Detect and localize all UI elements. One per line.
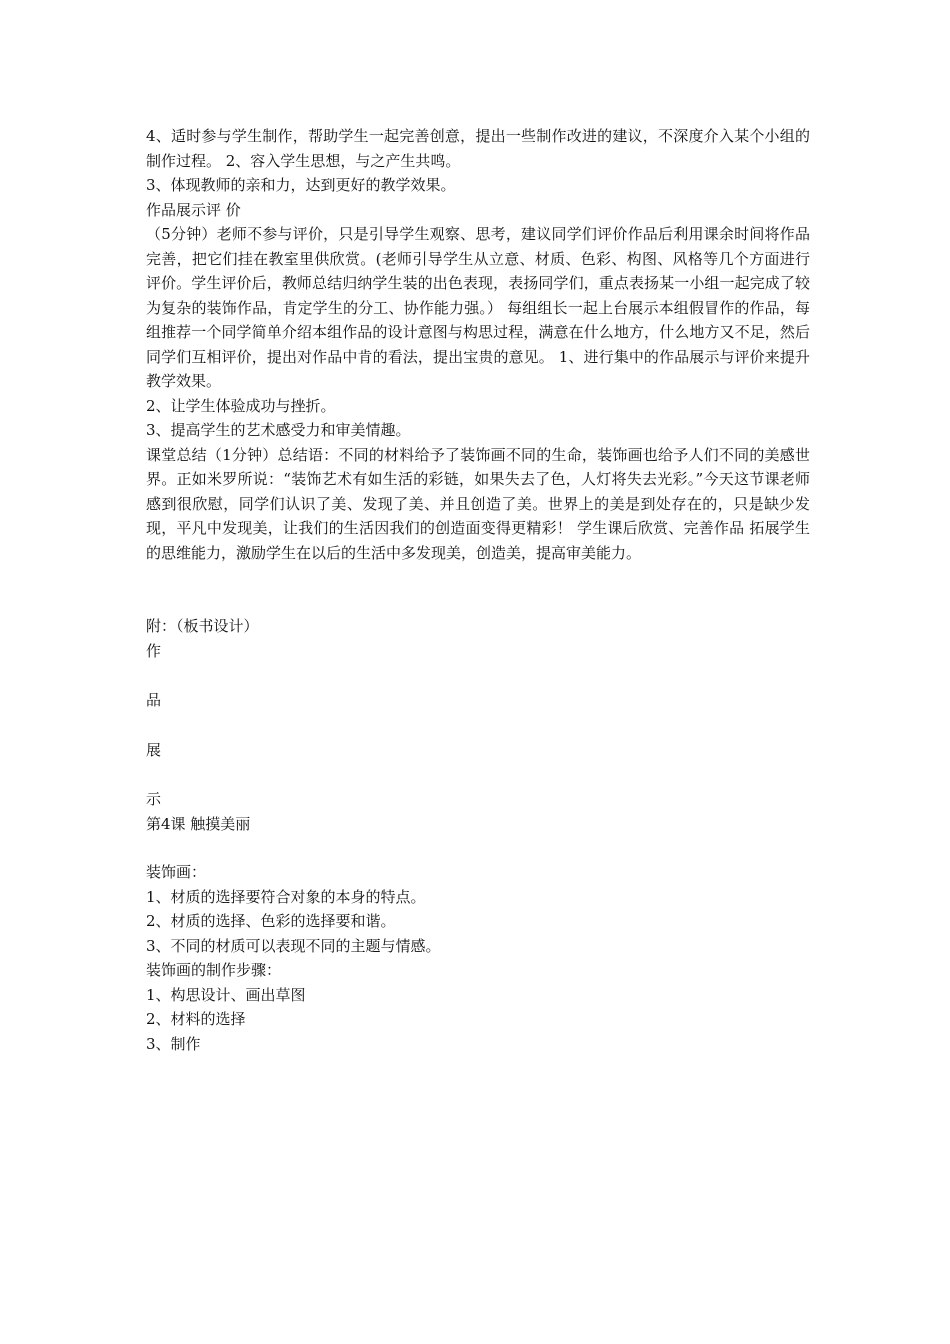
vertical-char-2: 品 bbox=[146, 691, 162, 709]
paragraph-aesthetic: 3、提高学生的艺术感受力和审美情趣。 bbox=[146, 421, 411, 439]
vertical-char-3: 展 bbox=[146, 740, 162, 759]
spacer bbox=[146, 713, 810, 738]
paragraph-experience: 2、让学生体验成功与挫折。 bbox=[146, 396, 336, 415]
paragraph-evaluation-process: （5分钟）老师不参与评价，只是引导学生观察、思考，建议同学们评价作品后利用课余时间将作品完善，把它们挂在教室里供欣赏。(老师引导学生从立意、材质、色彩、构图、风格等几个方面进行评价。学生评价后，教师总结归纳学生装的出色表现，表扬同学们，重点表扬某一小组一起完成了较为复杂的装饰作品，肯定学生的分工、协作能力强。） 每组组长一起上台展示本组假冒作的作品，每组推荐一个同学简单介绍本组作品的设计意图与构思过程，满意在什么地方，什么地方又不足，然后同学们互相评价，提出对作品中肯的看法，提出宝贵的意见。 1、进行集中的作品展示与评价来提升教学效果。 bbox=[146, 225, 810, 390]
spacer bbox=[146, 762, 810, 787]
spacer bbox=[146, 836, 810, 860]
paragraph-teacher-affinity: 3、体现教师的亲和力，达到更好的教学效果。 bbox=[146, 176, 456, 194]
list-item: 2、材质的选择、色彩的选择要和谐。 bbox=[146, 912, 396, 930]
spacer bbox=[146, 663, 810, 688]
spacer bbox=[146, 565, 810, 614]
paragraph-summary: 课堂总结（1分钟）总结语：不同的材料给予了装饰画不同的生命，装饰画也给予人们不同的美感世界。正如米罗所说：“装饰艺术有如生活的彩链，如果失去了色，人灯将失去光彩。”今天这节课老师感到很欣慰，同学们认识了美、发现了美、并且创造了美。世界上的美是到处存在的，只是缺少发现，平凡中发现美，让我们的生活因我们的创造面变得更精彩！ 学生课后欣赏、完善作品 拓展学生的思维能力，激励学生在以后的生活中多发现美，创造美，提高审美能力。 bbox=[146, 445, 810, 562]
board-design-title: 附：（板书设计） bbox=[146, 617, 259, 635]
list-item: 2、材料的选择 bbox=[146, 1010, 246, 1028]
subtitle-decorative-painting: 装饰画： bbox=[146, 863, 207, 881]
vertical-char-1: 作 bbox=[146, 641, 162, 660]
lesson-title: 第4课 触摸美丽 bbox=[146, 814, 251, 833]
section-heading-evaluation: 作品展示评 价 bbox=[146, 200, 241, 219]
vertical-char-4: 示 bbox=[146, 790, 162, 808]
list-item: 1、构思设计、画出草图 bbox=[146, 985, 306, 1004]
list-item: 3、不同的材质可以表现不同的主题与情感。 bbox=[146, 936, 441, 955]
subtitle-production-steps: 装饰画的制作步骤： bbox=[146, 961, 282, 979]
paragraph-teacher-participation: 4、适时参与学生制作，帮助学生一起完善创意，提出一些制作改进的建议，不深度介入某个小组的制作过程。 2、容入学生思想，与之产生共鸣。 bbox=[146, 127, 810, 170]
list-item: 3、制作 bbox=[146, 1034, 201, 1053]
list-item: 1、材质的选择要符合对象的本身的特点。 bbox=[146, 887, 426, 906]
document-page bbox=[146, 124, 810, 1056]
